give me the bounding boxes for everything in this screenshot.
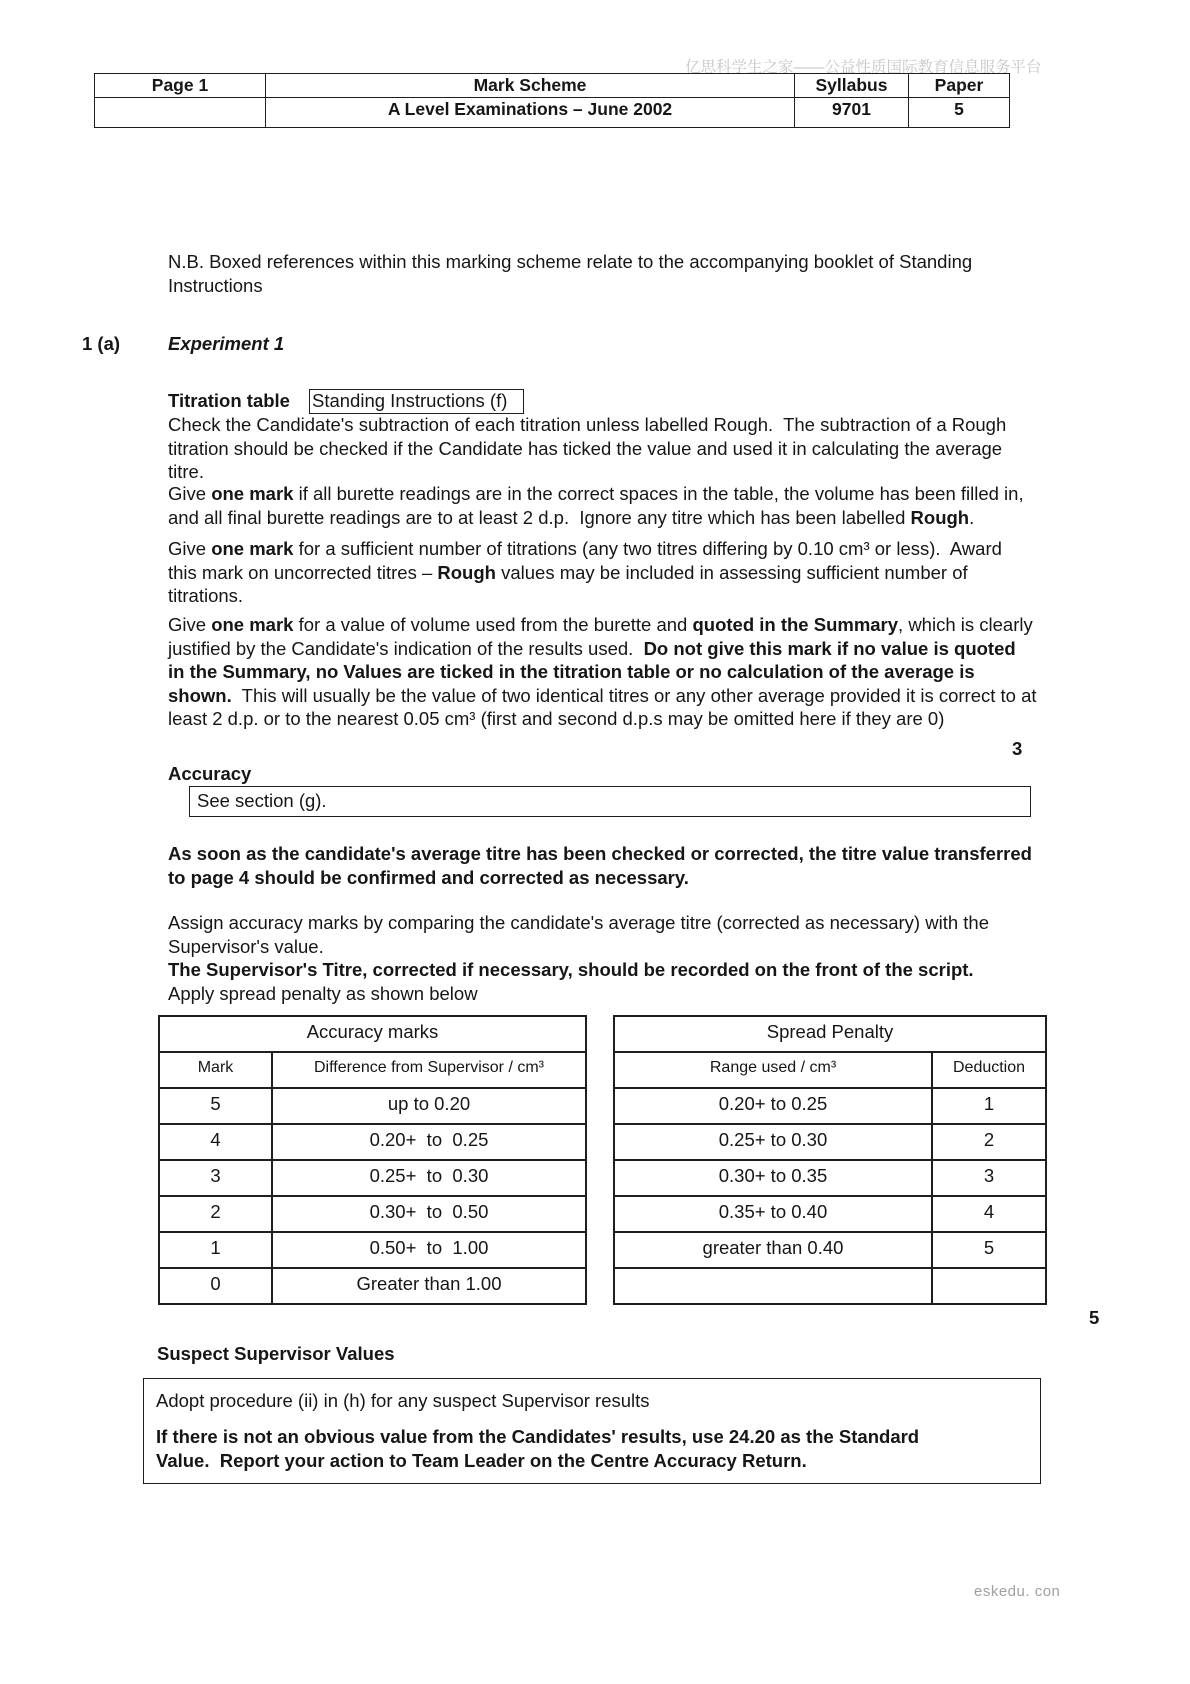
text-line [168,561,1002,585]
difference-cell: 0.50+ to 1.00 [272,1232,586,1268]
text-segment: least 2 d.p. or to the nearest 0.05 cm³ (first and second d.p.s may be omitted here if they are 0) [168,708,945,729]
text-segment: titrations. [168,585,244,606]
text-line [168,935,989,959]
bold-text-segment: The Supervisor's Titre, corrected if necessary, should be recorded on the front of the script. [168,959,974,980]
header-table [94,73,1010,128]
text-segment: justified by the Candidate's indication of the results used. [168,637,644,659]
watermark-top: 亿思科学生之家——公益性质国际教育信息服务平台 [685,59,1042,76]
text-segment: Supervisor's value. [168,935,324,957]
text-segment: titration should be checked if the Candidate has ticked the value and used it in calculating the average [168,437,1003,459]
section-marks-total: 3 [1012,738,1023,759]
deduction-cell: 4 [932,1196,1046,1232]
paper-label: Paper [909,74,1010,98]
range-cell: 0.20+ to 0.25 [614,1088,932,1124]
text-line [168,660,1037,684]
spread-penalty-table [613,1015,1047,1305]
table-title-row [159,1016,586,1052]
bold-text-segment: Rough [910,506,970,528]
text-line [168,613,1037,637]
text-segment: for a value of volume used from the burette and [293,614,693,635]
range-cell: 0.25+ to 0.30 [614,1124,932,1160]
burette-readings-paragraph [168,482,1024,529]
paper-number: 5 [909,98,1010,128]
table-title-row [614,1016,1046,1052]
text-segment: Check the Candidate's subtraction of each titration unless labelled Rough. The subtraction of a Rough [168,414,1007,435]
text-line [168,460,1006,484]
table-row [614,1160,1046,1196]
reference-text: See section (g). [197,790,327,811]
column-header-range: Range used / cm³ [614,1052,932,1088]
accuracy-marks-table [158,1015,587,1305]
column-header-difference: Difference from Supervisor / cm³ [272,1052,586,1088]
bold-text-segment: one mark [211,483,294,504]
accuracy-instructions [168,911,989,1005]
nb-note [168,250,972,297]
bold-text-segment: in the Summary, no Values are ticked in the titration table or no calculation of the average is [168,661,975,682]
standard-value-instruction [156,1425,919,1472]
empty-table-row [614,1268,1046,1304]
deduction-cell: 2 [932,1124,1046,1160]
text-line [168,437,1006,461]
text-line [168,413,1006,437]
accuracy-reference-box [189,786,1031,817]
text-line [168,866,1032,890]
question-number: 1 (a) [82,333,121,354]
text-segment: if all burette readings are in the correct spaces in the table, the volume has been filled in, [293,483,1024,504]
text-segment: Give [168,483,212,504]
accuracy-heading: Accuracy [168,763,252,784]
table-row [159,1196,586,1232]
difference-cell: 0.25+ to 0.30 [272,1160,586,1196]
text-segment: Give [168,614,212,635]
text-line [168,482,1024,506]
range-cell: 0.30+ to 0.35 [614,1160,932,1196]
exam-session: A Level Examinations – June 2002 [266,98,795,128]
empty-cell [614,1268,932,1304]
reference-text: Standing Instructions (f) [312,390,508,411]
text-segment: Apply spread penalty as shown below [168,982,478,1004]
mark-cell: 4 [159,1124,272,1160]
table-row [614,1088,1046,1124]
text-segment: Instructions [168,274,263,296]
text-segment: for a sufficient number of titrations (any two titres differing by 0.10 cm³ or less). Award [293,538,1002,559]
empty-cell [932,1268,1046,1304]
document-title: Mark Scheme [266,74,795,98]
text-line [156,1389,650,1413]
text-line [168,537,1002,561]
mark-cell: 5 [159,1088,272,1124]
text-line [156,1425,919,1449]
table-row [614,1196,1046,1232]
bold-text-segment: shown. [168,684,232,706]
check-subtraction-paragraph [168,413,1006,484]
deduction-cell: 1 [932,1088,1046,1124]
spread-penalty-title: Spread Penalty [614,1016,1046,1052]
bold-text-segment: one mark [211,614,294,635]
difference-cell: 0.30+ to 0.50 [272,1196,586,1232]
mark-cell: 0 [159,1268,272,1304]
procedure-text [156,1389,650,1413]
column-header-deduction: Deduction [932,1052,1046,1088]
deduction-cell: 5 [932,1232,1046,1268]
syllabus-label: Syllabus [795,74,909,98]
table-row [159,1268,586,1304]
bold-text-segment: Rough [437,561,496,583]
text-line [168,584,1002,608]
text-line [168,707,1037,731]
difference-cell: 0.20+ to 0.25 [272,1124,586,1160]
accuracy-marks-title: Accuracy marks [159,1016,586,1052]
bold-text-segment: quoted in the Summary [692,614,899,635]
deduction-cell: 3 [932,1160,1046,1196]
suspect-values-heading: Suspect Supervisor Values [157,1343,395,1364]
table-row [614,1124,1046,1160]
table-header-row [614,1052,1046,1088]
range-cell: 0.35+ to 0.40 [614,1196,932,1232]
bold-text-segment: As soon as the candidate's average titre has been checked or corrected, the titre value transferred [168,843,1032,864]
text-segment: This will usually be the value of two identical titres or any other average provided it is correct to at [231,684,1037,706]
watermark-bottom: eskedu. con [974,1583,1061,1600]
bold-text-segment: If there is not an obvious value from the Candidates' results, use 24.20 as the Standard [156,1426,920,1447]
text-segment: titre. [168,461,204,482]
mark-cell: 3 [159,1160,272,1196]
table-row [614,1232,1046,1268]
mark-cell: 1 [159,1232,272,1268]
sufficient-titrations-paragraph [168,537,1002,608]
accuracy-marks-total: 5 [1089,1307,1100,1328]
bold-text-segment: Do not give this mark if no value is quoted [643,637,1016,659]
text-line [168,958,989,982]
text-line [168,911,989,935]
text-segment: Adopt procedure (ii) in (h) for any suspect Supervisor results [156,1390,650,1411]
text-line [156,1449,919,1473]
text-segment: and all final burette readings are to at least 2 d.p. Ignore any titre which has been labelled [168,506,911,528]
text-line [168,982,989,1006]
standing-instructions-reference [309,389,524,414]
text-line [168,842,1032,866]
bold-text-segment: to page 4 should be confirmed and corrected as necessary. [168,866,689,888]
range-cell: greater than 0.40 [614,1232,932,1268]
text-line [168,637,1037,661]
text-line [168,250,972,274]
syllabus-code: 9701 [795,98,909,128]
text-line [168,684,1037,708]
suspect-values-box [143,1378,1041,1484]
text-segment: Give [168,538,212,559]
summary-value-paragraph [168,613,1037,731]
bold-text-segment: one mark [211,538,294,559]
transfer-instruction [168,842,1032,889]
text-segment: values may be included in assessing sufficient number of [495,561,968,583]
header-empty-cell [95,98,266,128]
text-segment: , which is clearly [898,614,1033,635]
text-segment: Assign accuracy marks by comparing the candidate's average titre (corrected as necessary) with the [168,912,989,933]
header-row [95,98,1010,128]
mark-cell: 2 [159,1196,272,1232]
table-row [159,1124,586,1160]
difference-cell: Greater than 1.00 [272,1268,586,1304]
table-row [159,1088,586,1124]
text-line [168,506,1024,530]
experiment-title: Experiment 1 [168,333,285,354]
text-segment: . [969,506,975,528]
text-segment: this mark on uncorrected titres – [168,561,438,583]
titration-table-heading: Titration table [168,390,290,411]
text-line [168,274,972,298]
table-row [159,1232,586,1268]
header-row [95,74,1010,98]
text-segment: N.B. Boxed references within this marking scheme relate to the accompanying booklet of Standing [168,251,973,272]
bold-text-segment: Value. Report your action to Team Leader on the Centre Accuracy Return. [156,1449,807,1471]
column-header-mark: Mark [159,1052,272,1088]
page-number: Page 1 [95,74,266,98]
table-header-row [159,1052,586,1088]
difference-cell: up to 0.20 [272,1088,586,1124]
table-row [159,1160,586,1196]
